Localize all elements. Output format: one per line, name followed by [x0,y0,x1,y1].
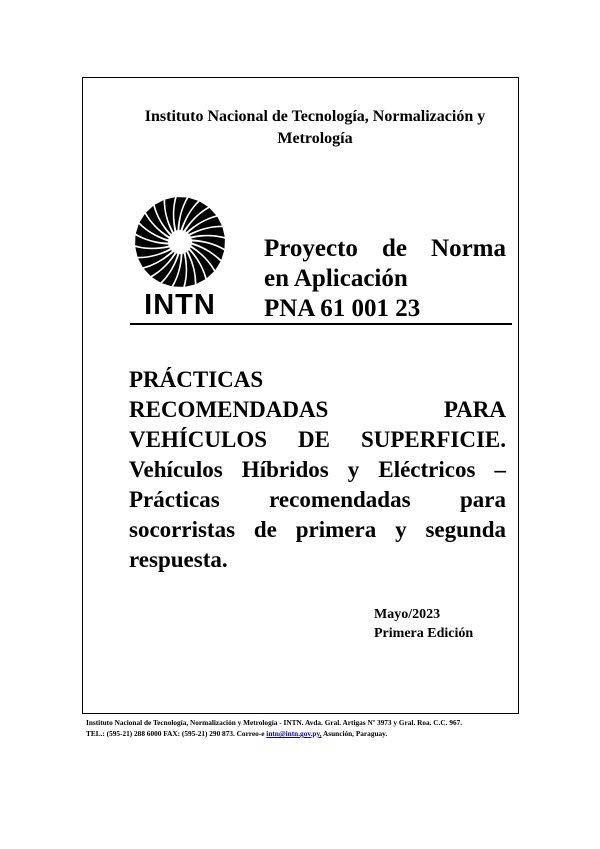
project-line-1: Proyecto de Norma [264,235,506,262]
institute-line-1: Instituto Nacional de Tecnología, Normalización y [144,108,486,125]
edition-block [374,605,514,643]
title-line: respuesta. [129,547,228,572]
logo-text: INTN [144,289,216,321]
institute-line-2: Metrología [277,130,353,147]
project-block [264,234,506,324]
footer-city: Asunción, Paraguay. [321,729,388,738]
document-title [129,365,506,575]
divider-rule [130,323,512,325]
edition-label: Primera Edición [374,626,474,641]
email-link[interactable]: intn@intn.gov.py, [266,729,322,738]
footer-contact: TEL.: (595-21) 288 6000 FAX: (595-21) 290 873. Correo-e [86,729,267,738]
institute-name [110,106,520,150]
sunburst-icon [130,196,230,288]
intn-logo [130,196,230,321]
title-line: Vehículos Híbridos y Eléctricos – [129,457,506,482]
title-line: RECOMENDADAS PARA [129,397,506,422]
title-line: VEHÍCULOS DE SUPERFICIE. [129,427,506,452]
footer [86,717,526,739]
edition-date: Mayo/2023 [374,607,441,622]
project-line-2: en Aplicación [264,265,408,292]
title-line: socorristas de primera y segunda [129,517,506,542]
title-line: PRÁCTICAS [129,367,264,392]
footer-address: Instituto Nacional de Tecnología, Normalización y Metrología - INTN. Avda. Gral. Artigas Nº 3973 y Gral. Roa. C.C. 967. [86,718,463,727]
project-code: PNA 61 001 23 [264,295,421,322]
title-line: Prácticas recomendadas para [129,487,506,512]
